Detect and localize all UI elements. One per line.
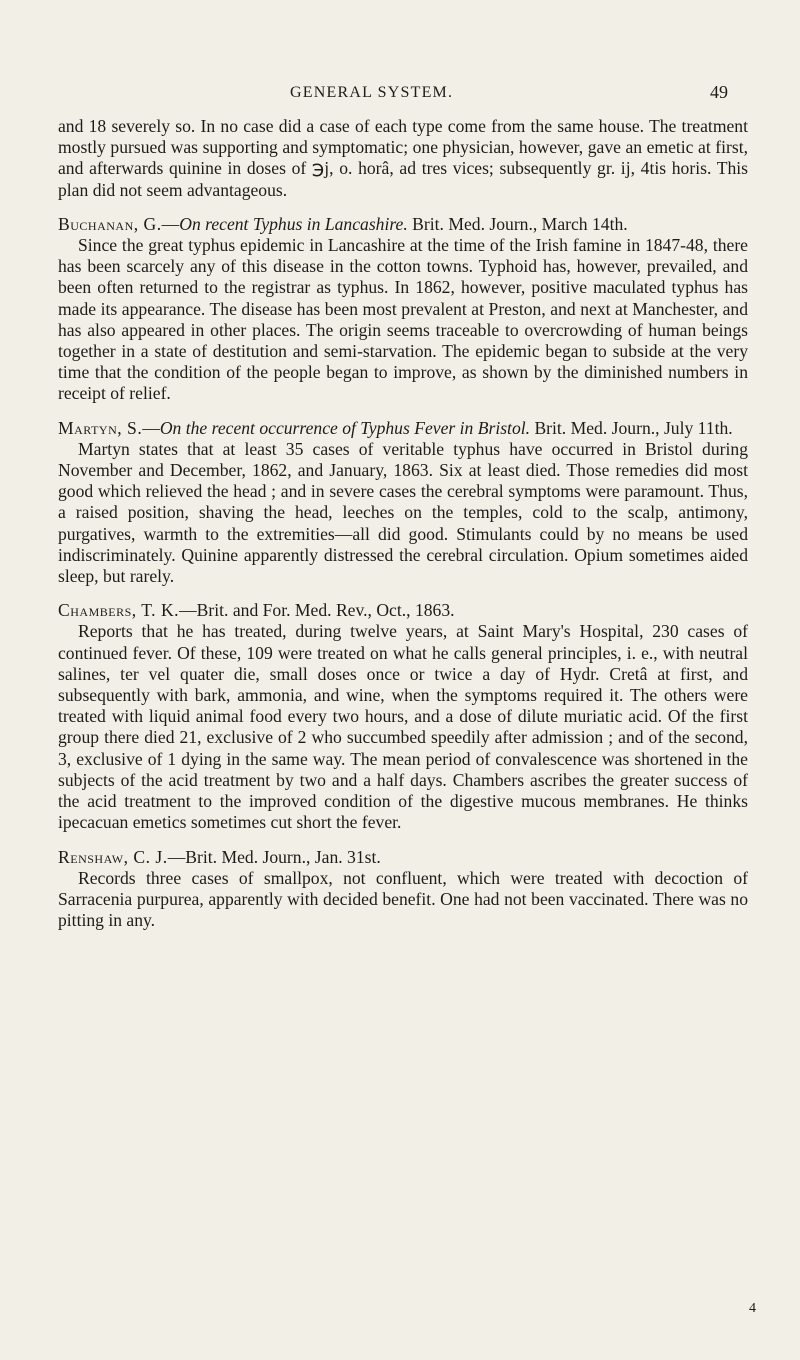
entry-author: Chambers, T. K.	[58, 600, 180, 621]
entry-body: Since the great typhus epidemic in Lancashire at the time of the Irish famine in 1847-48, there has been scarcely any of this disease in the cotton towns. Typhoid has, however, prevailed, and been often returned to the registrar as typhus. In 1862, however, positive maculated typhus has made its appearance. The disease has been most prevalent at Preston, and next at Manchester, and has also appeared in other places. The origin seems traceable to overcrowding of human beings together in a state of destitution and semi-starvation. The epidemic began to subside at the very time that the condition of the people began to improve, as shown by the diminished numbers in receipt of relief.	[58, 235, 748, 404]
entry-body: Martyn states that at least 35 cases of veritable typhus have occurred in Bristol during November and December, 1862, and January, 1863. Six at least died. Those remedies did most good which relieved the head ; and in severe cases the cerebral symptoms were paramount. Thus, a raised position, shaving the head, leeches on the temples, cold to the scalp, antimony, purgatives, warmth to the extremities—all did good. Stimulants could by no means be used indiscriminately. Quinine apparently distressed the cerebral circulation. Opium sometimes aided sleep, but rarely.	[58, 438, 748, 587]
entry-renshaw	[58, 847, 748, 932]
entry-heading: Martyn, S.—On the recent occurrence of Typhus Fever in Bristol. Brit. Med. Journ., July 11th.	[58, 417, 733, 438]
entry-buchanan	[58, 214, 748, 405]
page-number: 49	[710, 82, 728, 102]
page-header	[0, 80, 800, 110]
entry-body: Records three cases of smallpox, not confluent, which were treated with decoction of Sarracenia purpurea, apparently with decided benefit. One had not been vaccinated. There was no pitting in any.	[58, 867, 748, 931]
entry-source: Brit. Med. Journ., March 14th.	[412, 213, 628, 234]
running-head: GENERAL SYSTEM.	[290, 84, 454, 101]
entry-source: Brit. Med. Journ., Jan. 31st.	[185, 846, 381, 867]
entry-heading: Buchanan, G.—On recent Typhus in Lancashire. Brit. Med. Journ., March 14th.	[58, 213, 628, 234]
entry-title: On recent Typhus in Lancashire.	[179, 213, 408, 234]
entry-body: Reports that he has treated, during twelve years, at Saint Mary's Hospital, 230 cases of continued fever. Of these, 109 were treated on what he calls general principles, i. e., with neutral salines, ter vel quater die, small doses once or twice a day of Hydr. Cretâ at first, and subsequently with bark, ammonia, and wine, when the symptoms required it. The others were treated with liquid animal food every two hours, and a dose of dilute muriatic acid. Of the first group there died 21, exclusive of 2 who succumbed speedily after admission ; and of the second, 3, exclusive of 1 dying in the same way. The mean period of convalescence was shortened in the subjects of the acid treatment by two and a half days. Chambers ascribes the greater success of the acid treatment to the improved condition of the digestive mucous membranes. He thinks ipecacuan emetics sometimes cut short the fever.	[58, 621, 748, 833]
entry-source: Brit. Med. Journ., July 11th.	[534, 417, 733, 438]
entry-title: On the recent occurrence of Typhus Fever in Bristol.	[159, 417, 531, 438]
entry-source: Brit. and For. Med. Rev., Oct., 1863.	[196, 600, 455, 621]
entry-martyn	[58, 418, 748, 588]
entry-author: Renshaw, C. J.	[58, 846, 168, 867]
body-text	[58, 116, 748, 931]
entry-author: Martyn, S.	[58, 417, 143, 438]
intro-paragraph: and 18 severely so. In no case did a case of each type come from the same house. The treatment mostly pursued was supporting and symptomatic; one physician, however, gave an emetic at first, and afterwards quinine in doses of ℈j, o. horâ, ad tres vices; subsequently gr. ij, 4tis horis. This plan did not seem advantageous.	[58, 116, 748, 200]
entry-chambers	[58, 600, 748, 833]
signature-mark: 4	[749, 1301, 756, 1316]
entry-heading: Renshaw, C. J.—Brit. Med. Journ., Jan. 31st.	[58, 846, 381, 867]
entry-author: Buchanan, G.	[58, 213, 162, 234]
entry-heading: Chambers, T. K.—Brit. and For. Med. Rev., Oct., 1863.	[58, 600, 455, 621]
